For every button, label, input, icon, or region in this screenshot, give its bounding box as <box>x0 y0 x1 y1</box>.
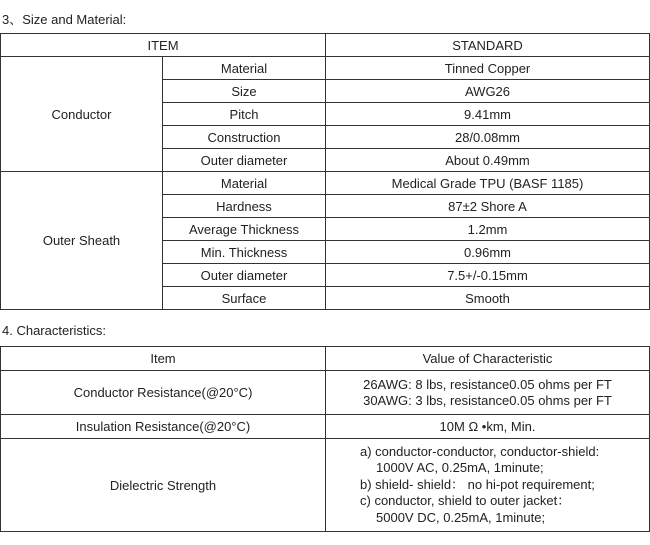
item-cell: Conductor Resistance(@20°C) <box>1 371 326 415</box>
value-line: b) shield- shield： no hi-pot requirement; <box>360 476 595 492</box>
value-cell: 87±2 Shore A <box>326 195 650 218</box>
property-cell: Material <box>163 172 326 195</box>
value-cell <box>326 439 650 532</box>
table-row <box>1 172 650 195</box>
value-line: 5000V DC, 0.25mA, 1minute; <box>376 509 546 525</box>
value-cell: 9.41mm <box>326 103 650 126</box>
value-cell: 1.2mm <box>326 218 650 241</box>
property-cell: Material <box>163 57 326 80</box>
property-cell: Pitch <box>163 103 326 126</box>
header-item: ITEM <box>1 34 326 57</box>
value-cell: Medical Grade TPU (BASF 1185) <box>326 172 650 195</box>
table-row <box>1 415 650 439</box>
header-value: Value of Characteristic <box>326 347 650 371</box>
value-line: 26AWG: 8 lbs, resistance0.05 ohms per FT <box>363 376 612 392</box>
table-row <box>1 57 650 80</box>
characteristics-table <box>0 346 650 532</box>
table-row <box>1 371 650 415</box>
value-cell: 7.5+/-0.15mm <box>326 264 650 287</box>
value-line: c) conductor, shield to outer jacket： <box>360 493 571 509</box>
property-cell: Size <box>163 80 326 103</box>
table-header-row <box>1 347 650 371</box>
value-line: a) conductor-conductor, conductor-shield: <box>360 443 600 459</box>
property-cell: Min. Thickness <box>163 241 326 264</box>
item-cell: Insulation Resistance(@20°C) <box>1 415 326 439</box>
property-cell: Surface <box>163 287 326 310</box>
property-cell: Hardness <box>163 195 326 218</box>
section-3-title: 3、Size and Material: <box>2 12 127 27</box>
value-cell: 0.96mm <box>326 241 650 264</box>
group-label: Conductor <box>1 57 163 172</box>
value-cell: Smooth <box>326 287 650 310</box>
property-cell: Average Thickness <box>163 218 326 241</box>
value-cell: 10M Ω •km, Min. <box>326 415 650 439</box>
value-line: 1000V AC, 0.25mA, 1minute; <box>376 460 544 476</box>
item-cell: Dielectric Strength <box>1 439 326 532</box>
value-cell: AWG26 <box>326 80 650 103</box>
value-line: 30AWG: 3 lbs, resistance0.05 ohms per FT <box>363 392 612 408</box>
header-standard: STANDARD <box>326 34 650 57</box>
section-4-title: 4. Characteristics: <box>2 323 107 338</box>
table-row <box>1 439 650 532</box>
size-material-table <box>0 33 650 310</box>
group-label: Outer Sheath <box>1 172 163 310</box>
property-cell: Construction <box>163 126 326 149</box>
property-cell: Outer diameter <box>163 149 326 172</box>
table-header-row <box>1 34 650 57</box>
value-cell <box>326 371 650 415</box>
value-cell: 28/0.08mm <box>326 126 650 149</box>
property-cell: Outer diameter <box>163 264 326 287</box>
value-cell: Tinned Copper <box>326 57 650 80</box>
value-cell: About 0.49mm <box>326 149 650 172</box>
header-item: Item <box>1 347 326 371</box>
